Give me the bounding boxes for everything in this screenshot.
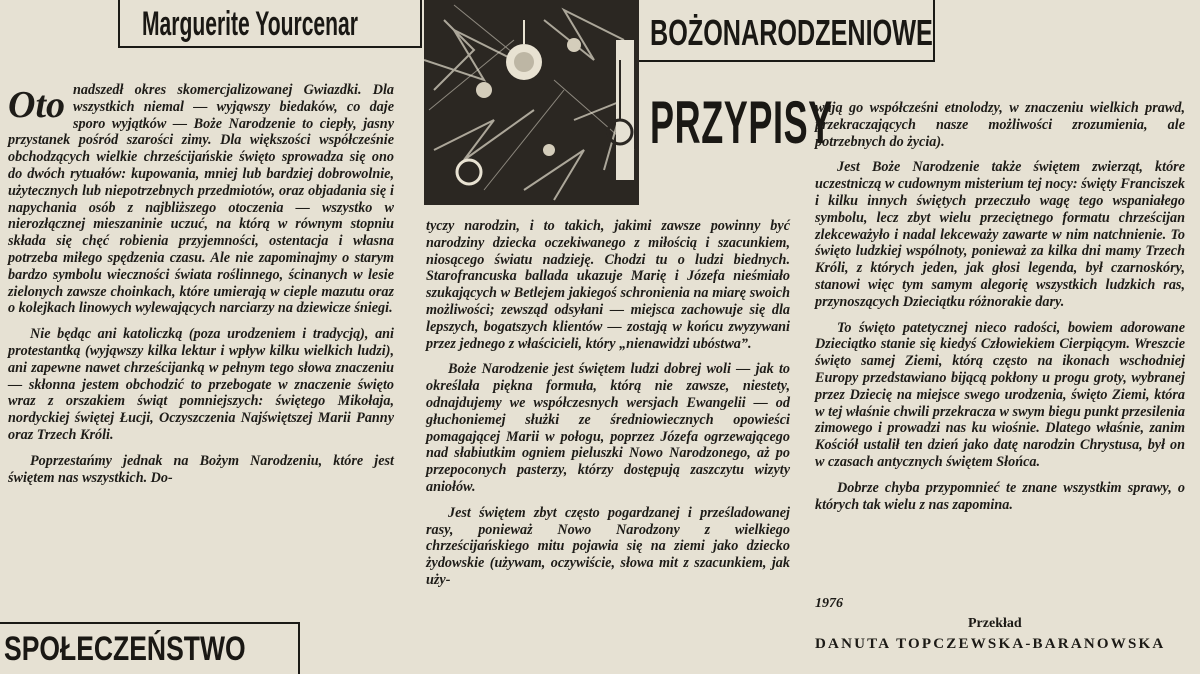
christmas-tree-illustration	[424, 0, 639, 205]
author-name: Marguerite Yourcenar	[142, 5, 358, 43]
paragraph-3: Poprzestańmy jednak na Bożym Narodzeniu, które jest świętem nas wszystkich. Do-	[8, 452, 394, 486]
paragraph-10: Dobrze chyba przypomnieć te znane wszystkim sprawy, o których tak wielu z nas zapomina.	[815, 479, 1185, 513]
paragraph-1	[8, 82, 394, 317]
column-1	[8, 82, 394, 486]
paragraph-9: To święto patetycznej nieco radości, bowiem adorowane Dzieciątko stanie się kiedyś Człowiekiem Cierpiącym. Wreszcie święto samej Ziemi, którą często na ikonach wschodniej Europy przedstawiano bijącą pokłony u progu groty, wybranej przez Dziecię na miejsce swego urodzenia, święto Ziemi, która w tej właśnie chwili przekracza w swym biegu punkt przesilenia zimowego i prowadzi nas ku wiośnie. Dlatego właśnie, zanim Kościół ustalił ten dzień jako datę narodzin Chrystusa, był on w czasach antycznych świętem Słońca.	[815, 319, 1185, 470]
translator-name: DANUTA TOPCZEWSKA-BARANOWSKA	[815, 636, 1166, 652]
title-line-2: PRZYPISY	[650, 89, 833, 156]
paragraph-2: Nie będąc ani katoliczką (poza urodzeniem i tradycją), ani protestantką (wyjąwszy kilka lektur i wpływ kilku wielkich ludzi), ani zapewne nawet chrześcijanką w pełnym tego słowa znaczeniu — skłonna jestem obchodzić to przebogate w znaczenie święto wraz z orszakiem świąt pomniejszych: świętego Mikołaja, nordyckiej świętej Łucji, Oczyszczenia Najświętszej Marii Panny oraz Trzech Króli.	[8, 326, 394, 443]
paragraph-1-text: nadszedł okres skomercjalizowanej Gwiazdki. Dla wszystkich niemal — wyjąwszy biedaków, co daje sporo wyjątków — Boże Narodzenie to ciepły, jasny przystanek pośród szarości zimy. Dla większości współcześnie obchodzących wielkie chrześcijańskie święto sprowadza się ono do dwóch rytuałów: kupowania, mniej lub bardziej dobrowolnie, użytecznych lub niepotrzebnych przedmiotów, oraz objadania się i napychania osób z najbliższego otoczenia — wszystko w nierozłącznej mieszaninie uczuć, na którą w równym stopniu składa się chęć robienia przyjemności, ostentacja i własna potrzeba miłego spędzenia czasu. Ale nie zapominajmy o starym bardzo symbolu wieczności świata roślinnego, ścinanych w lesie zielonych zawsze choinkach, które umierają w cieple mazutu oraz o kolejkach linowych wylewających narciarzy na dziewicze śniegi.	[8, 82, 394, 317]
column-2	[426, 218, 790, 589]
paragraph-7: wają go współcześni etnolodzy, w znaczeniu wielkich prawd, przekraczających nasze możliwości zrozumienia, ale potrzebnych do życia).	[815, 100, 1185, 150]
year: 1976	[815, 596, 843, 611]
paragraph-6: Jest świętem zbyt często pogardzanej i prześladowanej rasy, ponieważ Nowo Narodzony z wielkiego chrześcijańskiego mitu pojawia się na ziemi jako dziecko żydowskie (używam, oczywiście, słowa mit z szacunkiem, jak uży-	[426, 504, 790, 588]
translation-label: Przekład	[968, 616, 1022, 631]
paragraph-5: Boże Narodzenie jest świętem ludzi dobrej woli — jak to określała piękna formuła, którą nie zawsze, niestety, odnajdujemy we współczesnych wersjach Ewangelii — od głuchoniemej służki ze średniowiecznych opowieści pomagającej Marii w połogu, poprzez Józefa ogrzewającego nad słabiutkim ogniem pieluszki Nowo Narodzonego, aż po przepoconych pasterzy, którzy dostępują zaszczytu wizyty aniołów.	[426, 361, 790, 495]
column-3	[815, 100, 1185, 513]
christmas-tree-ornaments-image	[424, 0, 639, 205]
title-line-1: BOŻONARODZENIOWE	[650, 12, 933, 53]
paragraph-4: tyczy narodzin, i to takich, jakimi zawsze powinny być narodziny dziecka oczekiwanego z miłością i szacunkiem, niosącego światu nadzieję. Chodzi tu o ludzi biednych. Starofrancuska ballada ukazuje Marię i Józefa nieśmiało szukających w Betlejem jakiegoś schronienia na miarę swoich możliwości; zewsząd odsyłani — miejsca zachowuje się dla lepszych, bogatszych klientów — zostają w końcu zwyzywani przez jednego z właścicieli, który „nienawidzi ubóstwa”.	[426, 218, 790, 352]
section-label: SPOŁECZEŃSTWO	[4, 630, 246, 668]
drop-word: Oto	[8, 84, 65, 126]
paragraph-8: Jest Boże Narodzenie także świętem zwierząt, które uczestniczą w cudownym misterium tej nocy: święty Franciszek i kilku innych świętych przeczuło wagę tego wspaniałego symbolu, lecz zbyt wielu przeciętnego formatu chrześcijan zlekceważyło i nadal lekceważy zawarte w nim natchnienie. To święto ludzkiej wspólnoty, ponieważ za kilka dni mamy Trzech Króli, z których jeden, jak głosi legenda, był czarnoskóry, stanowi więc tym samym alegorię wszystkich ludzkich ras, przynoszących Dzieciątku różnorakie dary.	[815, 159, 1185, 310]
